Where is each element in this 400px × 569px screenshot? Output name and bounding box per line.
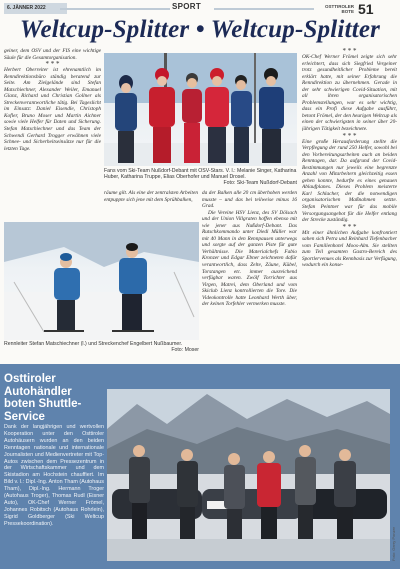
issue-date: 6. JÄNNER 2022 <box>4 3 67 14</box>
photo-caption-text: Rennleiter Stefan Matschiechner (l.) und Streckenchef Engelbert Nußbaumer. <box>4 341 183 347</box>
section-label: SPORT <box>172 2 202 11</box>
ski-team-photo <box>104 53 297 166</box>
photo-caption <box>104 168 297 188</box>
shuttle-photo <box>107 389 390 561</box>
separator-stars: * * * <box>342 222 357 231</box>
separator-stars: * * * <box>342 48 357 55</box>
publication-line2: BOTE <box>341 9 354 14</box>
paragraph: Mit einer ähnlichen Aufgabe konfrontiert sahen sich Petra und Reinhard Tiefenbacher vom Familienhotel Moos-Alm. Sie stellten zum Teil gesamten Gastro-Bereich des Sportlervenues als Rennbasis zur Verfügung, wodurch ein konse- <box>302 229 397 269</box>
paragraph: da der Balken alle 20 cm überhoben werden musste – und das bei teilweise minus 16 Grad. <box>202 190 297 210</box>
article-middle-left <box>104 190 198 218</box>
separator-stars: * * * <box>45 60 60 69</box>
paragraph: räume gilt. Als eine der zentralsten Arbeiten entpuppte sich jene mit dem Sprühbalken, <box>104 190 198 203</box>
shuttle-photo-credit: Foto: Gerry Ponzer <box>391 526 396 561</box>
article-middle-right <box>202 190 297 360</box>
paragraph: geiner, dem OSV und der FIS eine wichtige Säule für die Gesamtorganisation. <box>4 48 101 61</box>
shuttle-photo-graphic <box>107 389 390 561</box>
separator-stars: * * * <box>342 131 357 140</box>
paragraph: Die Vereine HSV Lienz, des SV Dölsach und der Union Villgraten hoffen ebenso mit wie jener aus Nußdorf-Debant. Das Rutschkommando unter Diedi Müller war mit 40 Mann in den Rennpausen unterwegs und sorgte auf der ganzen Piste für gute Verhältnisse. Die Materialchefs Fabio Kronzer und Edgar Ebner zeichneten dafür verantwortlich, dass Zelte, Zäune, Kübel, Torstangen etc. immer ausreichend verfügbar waren. Zwölf Torrichter aus Virgen, Matrei, dem Oberland und vom Skiclub Lienz kontrollierten die Tore. Die Videokontrolle hatte Leonhard Werth über, der keinen Torfehler vermerken musste. <box>202 209 297 308</box>
publication-name <box>318 4 354 14</box>
photo-credit: Foto: Ski-Team Nußdorf-Debant <box>223 180 297 187</box>
photo-credit: Foto: Moser <box>171 347 199 354</box>
ski-team-photo-graphic <box>104 53 297 166</box>
shuttle-body: Dank der langjährigen und wertvollen Kooperation unter den Osttiroler Autohäusern wurden an den beiden Renntagen nationale und internationale Journalisten und Medienvertreter mit Top-Autos zwischen dem Pressezentrum in der Wirtschaftskammer und dem Skistadion am Hochstein chauffiert. Im Bild v. l.: Dipl.-Ing. Anton Tham (Autohaus Tham), Dipl.-Ing. Hermann Troger (Autohaus Troger), Thomas Rudl (Eisner Auto), OK-Chef Werner Frömel, Johannes Robitsch (Autohaus Rohrlein), Sigrid Goldberger (Ski Weltcup Pressekoordination). <box>4 424 104 527</box>
publication-line1: OSTTIROLER <box>325 4 354 9</box>
headline: Weltcup-Splitter • Weltcup-Splitter <box>19 16 381 43</box>
article-column-3 <box>302 48 397 360</box>
paragraph: Eine große Herausforderung stellte die Verpflegung der rund 250 Helfer, sowohl bei den Vorbereitungsarbeiten auch an beiden Renntagen, dar. Da aufgrund der Covid-Bestimmungen nur jeweils eine begrenzte Anzahl von Mitarbeitern gleichzeitig essen gehen konnte, bedurfte es eines genauen Ablaufplanes. Dieses Problem meisterte Karl Schlacher, der die notwendigen organisatorischen Maßnahmen setzte. Stefan Peintner war für das mobile Versorgungsangebot für die Helfer entlang der Strecke zuständig. <box>302 138 397 224</box>
paragraph: OK-Chef Werner Frömel zeigte sich sehr erleichtert, dass sich Siegfried Vergeiner trotz gesundheitlicher Probleme bereit erklärt hatte, mit seiner Erfahrung die Renndirektion zu übernehmen. Gerade in der sehr schwierigen Covid-Situation, mit all ihren organisatorischen Problemstellungen, war es sehr wichtig, dass ein Profi diese Aufgabe ausführt, betont Frömel, der den heurigen Weltcup als einen der schwierigsten in seiner über 20-jährigen Tätigkeit bezeichnete. <box>302 54 397 133</box>
photo-caption-text: Fans vom Ski-Team Nußdorf-Debant mit ÖSV-Stars. V. l.: Melanie Singer, Katharina Huber, Katharina Truppe, Elias Oberhofer und Manuel Drosel. <box>104 168 297 181</box>
paragraph: Herbert Oberreiter ist ehrenamtlich im Renndirektionsbüro ständig beratend zur Seite. Am Zielgelände sind Stefan Matschiechner, Alexander Weiler, Emanuel Glanz, Richard und Christian Gollner als Streckenverantwortliche tätig. Bei Tageslicht im Einsatz: Daniel Eisendle, Christoph Kofler, Bruno Moser und Martin Aichner sowie viele Helfer für Daten und Sicherung. Stefan Matschiechner und das Team der Schwendi Gerhard Trogger erwähnen viele Schnee- und Sicherheitseinsätze nur für die letzten Tage. <box>4 67 101 152</box>
header-rule-right <box>214 8 314 10</box>
page-number: 51 <box>358 1 374 17</box>
race-officials-photo <box>4 222 199 340</box>
header-rule-left <box>60 8 170 10</box>
race-officials-photo-graphic <box>4 222 199 340</box>
photo-caption <box>4 341 199 357</box>
shuttle-headline: Osttiroler Autohändler boten Shuttle-Service <box>4 373 82 423</box>
